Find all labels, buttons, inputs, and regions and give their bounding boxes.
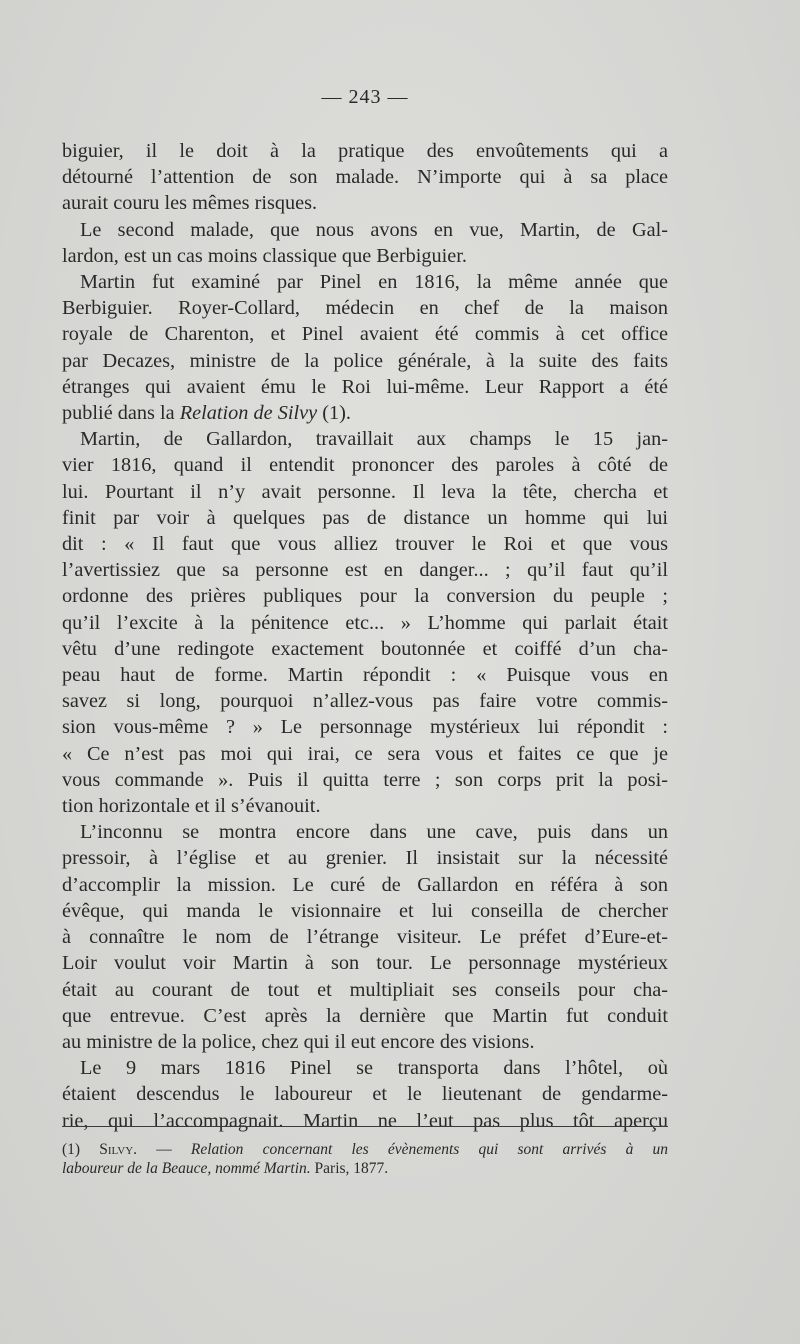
paragraph-1	[62, 138, 668, 217]
text-line: L’inconnu se montra encore dans une cave, puis dans un	[80, 821, 668, 844]
footnote-line	[62, 1140, 668, 1159]
text-line: dit : « Il faut que vous alliez trouver le Roi et que vous	[62, 533, 668, 556]
text-line: lui. Pourtant il n’y avait personne. Il leva la tête, chercha et	[62, 480, 668, 503]
text-line: Loir voulut voir Martin à son tour. Le personnage mystérieux	[62, 952, 668, 975]
text-line: pressoir, à l’église et au grenier. Il insistait sur la nécessité	[62, 847, 668, 870]
text-line: étranges qui avaient ému le Roi lui-même. Leur Rapport a été	[62, 375, 668, 398]
text-line: Le 9 mars 1816 Pinel se transporta dans l’hôtel, où	[80, 1057, 668, 1080]
text-line: l’avertissiez que sa personne est en danger... ; qu’il faut qu’il	[62, 559, 668, 582]
text-line	[62, 400, 668, 426]
text-line: au ministre de la police, chez qui il eut encore des visions.	[62, 1030, 535, 1053]
text-line: lardon, est un cas moins classique que Berbiguier.	[62, 244, 467, 267]
text-line: biguier, il le doit à la pratique des envoûtements qui a	[62, 140, 668, 162]
paragraph-2	[62, 217, 668, 269]
text-line: Le second malade, que nous avons en vue, Martin, de Gal-	[80, 218, 668, 241]
text-line: savez si long, pourquoi n’allez-vous pas faire votre commis-	[62, 690, 668, 713]
footnote-publication: Paris, 1877.	[310, 1160, 389, 1177]
text-line: peau haut de forme. Martin répondit : « Puisque vous en	[62, 664, 668, 687]
footnote-dash: . —	[133, 1141, 191, 1158]
footnote-divider	[62, 1126, 668, 1127]
paragraph-3	[62, 269, 668, 426]
page-number: — 243 —	[321, 86, 409, 108]
footnote-title-continued: laboureur de la Beauce, nommé Martin.	[62, 1160, 311, 1177]
text-line: rie, qui l’accompagnait. Martin ne l’eut pas plus tôt aperçu	[62, 1109, 668, 1132]
text-line: était au courant de tout et multipliait ses conseils pour cha-	[62, 978, 668, 1001]
text-line: d’accomplir la mission. Le curé de Gallardon en référa à son	[62, 873, 668, 896]
text-line: finit par voir à quelques pas de distance un homme qui lui	[62, 506, 668, 529]
footnote-line	[62, 1159, 668, 1178]
text-line: ordonne des prières publiques pour la conversion du peuple ;	[62, 585, 668, 608]
text-line: royale de Charenton, et Pinel avaient été commis à cet office	[62, 323, 668, 346]
text-line: vier 1816, quand il entendit prononcer des paroles à côté de	[62, 454, 668, 477]
text-line: sion vous-même ? » Le personnage mystérieux lui répondit :	[62, 716, 668, 739]
text-line: Martin, de Gallardon, travaillait aux champs le 15 jan-	[80, 428, 668, 451]
footnote	[62, 1140, 668, 1178]
footnote-reference: (1).	[317, 402, 351, 425]
text-line: vêtu d’une redingote exactement boutonnée et coiffé d’un cha-	[62, 637, 668, 660]
text-line: à connaître le nom de l’étrange visiteur. Le préfet d’Eure-et-	[62, 926, 668, 949]
text-line: Martin fut examiné par Pinel en 1816, la même année que	[80, 271, 668, 294]
paragraph-5	[62, 819, 668, 1055]
text-line: « Ce n’est pas moi qui irai, ce sera vous et faites ce que je	[62, 742, 668, 765]
body-text	[62, 138, 668, 1134]
text-line: évêque, qui manda le visionnaire et lui conseilla de chercher	[62, 899, 668, 922]
italic-title: Relation de Silvy	[179, 402, 318, 425]
footnote-marker: (1)	[62, 1141, 100, 1158]
text-line: tion horizontale et il s’évanouit.	[62, 795, 321, 818]
footnote-title: Relation concernant les évènements qui sont arrivés à un	[190, 1141, 669, 1158]
paragraph-6	[62, 1055, 668, 1134]
text-line: qu’il l’excite à la pénitence etc... » L’homme qui parlait était	[62, 611, 668, 634]
text-line: vous commande ». Puis il quitta terre ; son corps prit la posi-	[62, 768, 668, 791]
paragraph-4	[62, 426, 668, 819]
text-line: étaient descendus le laboureur et le lieutenant de gendarme-	[62, 1083, 668, 1106]
text-line: Berbiguier. Royer-Collard, médecin en chef de la maison	[62, 297, 668, 320]
text-line: détourné l’attention de son malade. N’importe qui à sa place	[62, 166, 668, 189]
text-line: aurait couru les mêmes risques.	[62, 192, 318, 215]
text-fragment: publié dans la	[62, 402, 180, 425]
footnote-author: Silvy	[99, 1141, 134, 1158]
text-line: par Decazes, ministre de la police générale, à la suite des faits	[62, 349, 668, 372]
text-line: que entrevue. C’est après la dernière que Martin fut conduit	[62, 1004, 668, 1027]
